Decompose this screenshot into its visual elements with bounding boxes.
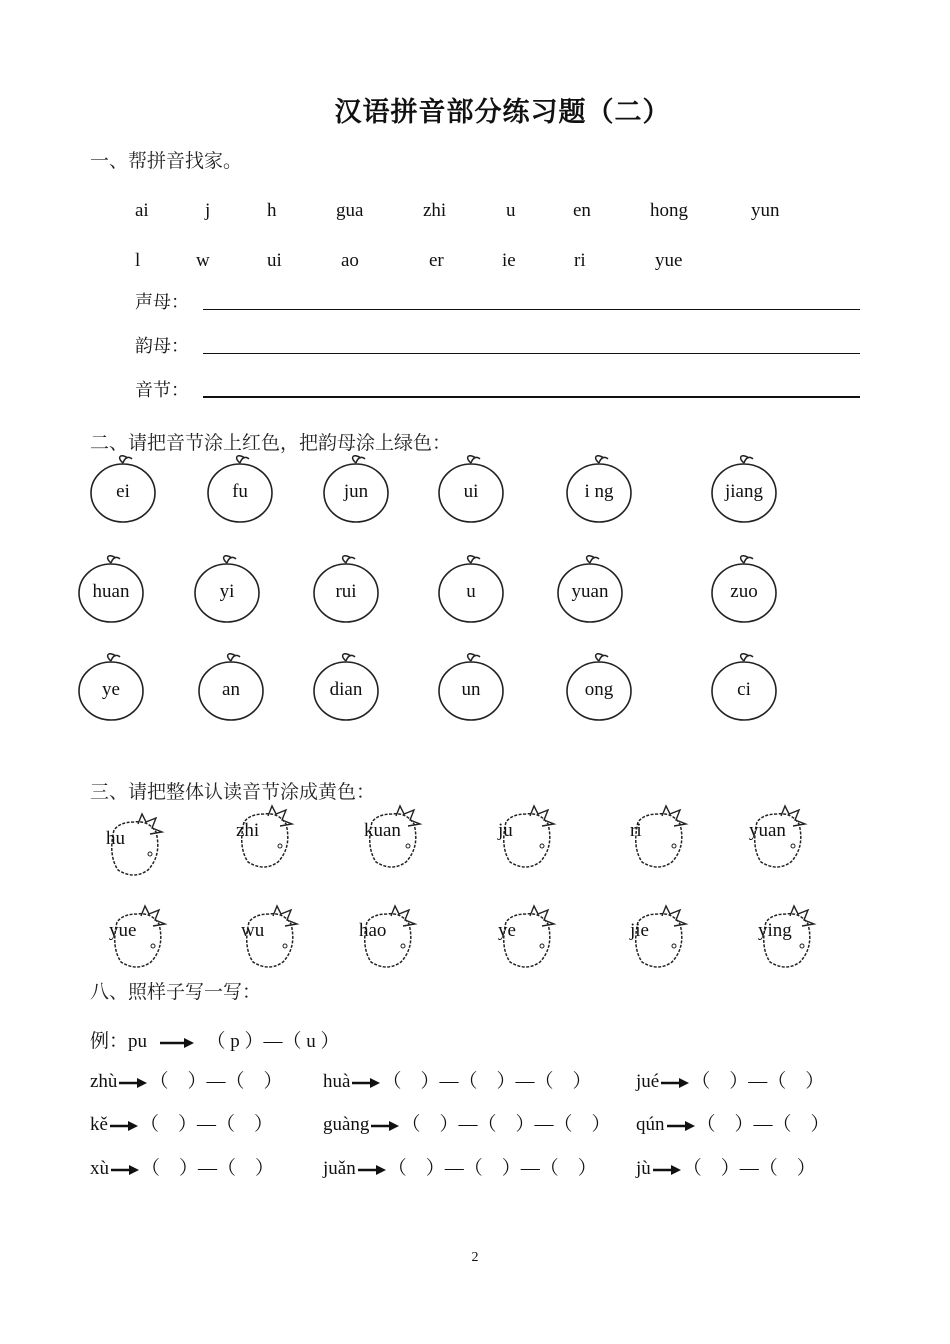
split-syllable: jù [636, 1158, 651, 1179]
apple-item[interactable] [88, 455, 158, 525]
section8-heading: 八、照样子写一写： [90, 981, 262, 1003]
split-syllable: qún [636, 1114, 665, 1135]
split-item: zhù （ ）—（ ） [90, 1071, 283, 1092]
split-item: qún （ ）—（ ） [636, 1114, 830, 1135]
arrow-icon [111, 1164, 139, 1176]
apple-item[interactable] [709, 555, 779, 625]
strawberry-item[interactable] [628, 802, 698, 872]
apple-item[interactable] [709, 653, 779, 723]
pinyin-item: yun [751, 200, 780, 221]
answer-blank[interactable]: （ ） [463, 1158, 521, 1179]
pinyin-item: u [506, 200, 516, 221]
strawberry-label: hao [359, 920, 387, 941]
apple-label: un [461, 679, 481, 700]
apple-item[interactable] [709, 455, 779, 525]
apple-item[interactable] [564, 455, 634, 525]
apple-label: jiang [725, 481, 763, 502]
pinyin-item: ie [502, 250, 516, 271]
strawberry-label: hu [106, 828, 125, 849]
apple-item[interactable] [555, 555, 625, 625]
apple-item[interactable] [192, 555, 262, 625]
apple-item[interactable] [311, 653, 381, 723]
answer-blank[interactable]: （ ） [539, 1158, 597, 1179]
arrow-icon [119, 1077, 147, 1089]
strawberry-item[interactable] [239, 902, 309, 972]
example-label: 例： [90, 1030, 129, 1052]
split-syllable: zhù [90, 1071, 118, 1092]
section3-heading: 三、请把整体认读音节涂成黄色： [90, 781, 376, 803]
pinyin-item: ao [341, 250, 359, 271]
apple-item[interactable] [321, 455, 391, 525]
apple-label: zuo [730, 581, 758, 602]
apple-label: fu [232, 481, 248, 502]
answer-blank[interactable]: （ ） [382, 1071, 440, 1092]
apple-label: an [222, 679, 240, 700]
section2-heading: 二、请把音节涂上红色，把韵母涂上绿色： [90, 432, 452, 454]
strawberry-label: kuan [364, 820, 401, 841]
apple-label: yi [219, 581, 235, 602]
answer-blank[interactable]: （ ） [767, 1071, 825, 1092]
answer-blank[interactable]: （ ） [149, 1071, 207, 1092]
strawberry-label: ying [758, 920, 792, 941]
split-item: jù （ ）—（ ） [636, 1158, 816, 1179]
answer-blank[interactable]: （ ） [217, 1158, 275, 1179]
pinyin-item: en [573, 200, 591, 221]
pinyin-item: w [196, 250, 210, 271]
strawberry-item[interactable] [104, 810, 174, 880]
split-syllable: juǎn [323, 1158, 356, 1179]
strawberry-label: jie [630, 920, 649, 941]
arrow-icon [667, 1120, 695, 1132]
finals-answer-line[interactable] [203, 353, 860, 354]
strawberry-label: ju [498, 820, 513, 841]
answer-blank[interactable]: （ ） [553, 1114, 611, 1135]
split-syllable: xù [90, 1158, 109, 1179]
answer-blank[interactable]: （ ） [458, 1071, 516, 1092]
strawberry-item[interactable] [357, 902, 427, 972]
split-item: guàng （ ）—（ ）—（ ） [323, 1114, 611, 1135]
example-final: u [306, 1031, 316, 1052]
pinyin-item: gua [336, 200, 364, 221]
apple-item[interactable] [76, 653, 146, 723]
example-row: 例：pu （ p ）—（ u ） [90, 1030, 340, 1052]
strawberry-label: wu [241, 920, 265, 941]
answer-blank[interactable]: （ ） [387, 1158, 445, 1179]
page-number: 2 [471, 1250, 479, 1265]
syllables-label: 音节： [135, 380, 189, 401]
pinyin-item: j [205, 200, 211, 221]
answer-blank[interactable]: （ ） [225, 1071, 283, 1092]
answer-blank[interactable]: （ ） [401, 1114, 459, 1135]
arrow-icon [358, 1164, 386, 1176]
apple-item[interactable] [436, 455, 506, 525]
pinyin-item: ai [135, 200, 149, 221]
apple-label: dian [329, 679, 363, 700]
answer-blank[interactable]: （ ） [772, 1114, 830, 1135]
initials-answer-line[interactable] [203, 309, 860, 310]
apple-item[interactable] [311, 555, 381, 625]
strawberry-item[interactable] [496, 802, 566, 872]
apple-label: ui [463, 481, 479, 502]
pinyin-item: ui [267, 250, 282, 271]
split-item: jué （ ）—（ ） [636, 1071, 825, 1092]
strawberry-item[interactable] [747, 802, 817, 872]
strawberry-label: yue [109, 920, 137, 941]
strawberry-item[interactable] [234, 802, 304, 872]
apple-label: yuan [571, 581, 609, 602]
apple-label: huan [92, 581, 130, 602]
pinyin-item: ri [574, 250, 586, 271]
arrow-icon [371, 1120, 399, 1132]
apple-label: rui [335, 581, 357, 602]
finals-label: 韵母： [135, 336, 189, 357]
split-item: huà （ ）—（ ）—（ ） [323, 1071, 592, 1092]
example-initial: p [230, 1031, 240, 1052]
pinyin-item: yue [655, 250, 683, 271]
answer-blank[interactable]: （ ） [215, 1114, 273, 1135]
split-item: xù （ ）—（ ） [90, 1158, 275, 1179]
strawberry-label: ri [630, 820, 642, 841]
split-syllable: huà [323, 1071, 351, 1092]
apple-item[interactable] [205, 455, 275, 525]
apple-label: ye [102, 679, 120, 700]
arrow-icon [160, 1037, 194, 1049]
answer-blank[interactable]: （ ） [691, 1071, 749, 1092]
pinyin-item: er [429, 250, 444, 271]
strawberry-item[interactable] [756, 902, 826, 972]
strawberry-item[interactable] [496, 902, 566, 972]
strawberry-label: ye [498, 920, 516, 941]
split-syllable: kě [90, 1114, 108, 1135]
apple-item[interactable] [76, 555, 146, 625]
arrow-icon [110, 1120, 138, 1132]
arrow-icon [352, 1077, 380, 1089]
apple-item[interactable] [196, 653, 266, 723]
answer-blank[interactable]: （ ） [477, 1114, 535, 1135]
pinyin-item: zhi [423, 200, 447, 221]
pinyin-item: h [267, 200, 277, 221]
strawberry-label: yuan [749, 820, 786, 841]
split-item: juǎn （ ）—（ ）—（ ） [323, 1158, 597, 1179]
apple-label: u [466, 581, 476, 602]
strawberry-item[interactable] [107, 902, 177, 972]
strawberry-label: zhi [236, 820, 260, 841]
apple-item[interactable] [436, 555, 506, 625]
apple-label: ong [584, 679, 614, 700]
split-item: kě （ ）—（ ） [90, 1114, 273, 1135]
strawberry-item[interactable] [628, 902, 698, 972]
syllables-answer-line[interactable] [203, 396, 860, 398]
pinyin-item: hong [650, 200, 688, 221]
apple-label: jun [343, 481, 369, 502]
initials-label: 声母： [135, 292, 189, 313]
answer-blank[interactable]: （ ） [682, 1158, 740, 1179]
apple-item[interactable] [564, 653, 634, 723]
strawberry-item[interactable] [362, 802, 432, 872]
apple-label: ci [737, 679, 751, 700]
pinyin-item: l [135, 250, 141, 271]
split-syllable: jué [636, 1071, 660, 1092]
answer-blank[interactable]: （ ） [141, 1158, 199, 1179]
answer-blank[interactable]: （ ） [534, 1071, 592, 1092]
apple-item[interactable] [436, 653, 506, 723]
arrow-icon [653, 1164, 681, 1176]
answer-blank[interactable]: （ ） [139, 1114, 197, 1135]
page-title: 汉语拼音部分练习题（二） [334, 97, 671, 128]
example-syllable: pu [128, 1031, 148, 1052]
apple-label: i ng [584, 481, 614, 502]
split-syllable: guàng [323, 1114, 370, 1135]
apple-label: ei [116, 481, 130, 502]
answer-blank[interactable]: （ ） [758, 1158, 816, 1179]
answer-blank[interactable]: （ ） [696, 1114, 754, 1135]
arrow-icon [661, 1077, 689, 1089]
section1-heading: 一、帮拼音找家。 [90, 150, 243, 172]
